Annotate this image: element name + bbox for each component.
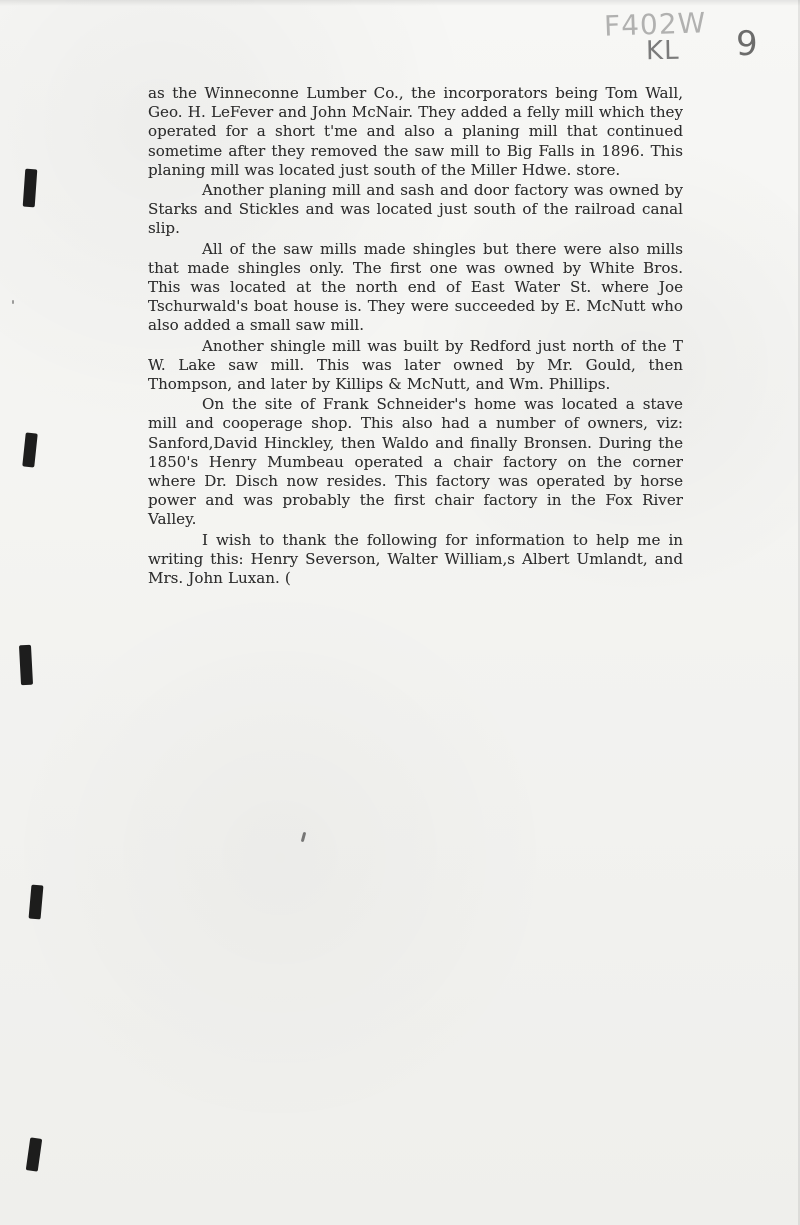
binder-hole-mark <box>23 169 38 208</box>
scan-speck <box>12 300 14 304</box>
paragraph-2: Another planing mill and sash and door factory was owned by Starks and Stickles and was located just south of the railroad canal slip. <box>148 181 683 238</box>
binder-hole-mark <box>22 432 37 467</box>
paragraph-1: as the Winneconne Lumber Co., the incorporators being Tom Wall, Geo. H. LeFever and John McNair. They added a felly mill which they operated for a short t'me and also a planing mill that continued sometime after they removed the saw mill to Big Falls in 1896. This planing mill was located just south of the Miller Hdwe. store. <box>148 84 683 179</box>
binder-hole-mark <box>26 1137 42 1171</box>
paragraph-5: On the site of Frank Schneider's home was located a stave mill and cooperage shop. This also had a number of owners, viz: Sanford,David Hinckley, then Waldo and finally Bronsen. During the 1850's Henry Mumbeau operated a chair factory on the corner where Dr. Disch now resides. This factory was operated by horse power and was probably the first chair factory in the Fox River Valley. <box>148 395 683 529</box>
document-body <box>148 84 683 588</box>
page-number: 9 <box>736 24 759 64</box>
paragraph-3: All of the saw mills made shingles but there were also mills that made shingles only. The first one was owned by White Bros. This was located at the north end of East Water St. where Joe Tschurwald's boat house is. They were succeeded by E. McNutt who also added a small saw mill. <box>148 239 683 335</box>
paragraph-6: I wish to thank the following for information to help me in writing this: Henry Severson, Walter William,s Albert Umlandt, and Mrs. John Luxan. ( <box>148 530 683 588</box>
archive-code: F402W <box>603 6 707 43</box>
handwritten-annotations <box>600 6 780 66</box>
initials-annotation: KL <box>645 35 680 67</box>
paragraph-4: Another shingle mill was built by Redford just north of the T W. Lake saw mill. This was later owned by Mr. Gould, then Thompson, and later by Killips & McNutt, and Wm. Phillips. <box>148 336 683 394</box>
binder-hole-mark <box>19 645 33 686</box>
binder-hole-mark <box>29 885 44 920</box>
scan-speck <box>301 832 306 842</box>
